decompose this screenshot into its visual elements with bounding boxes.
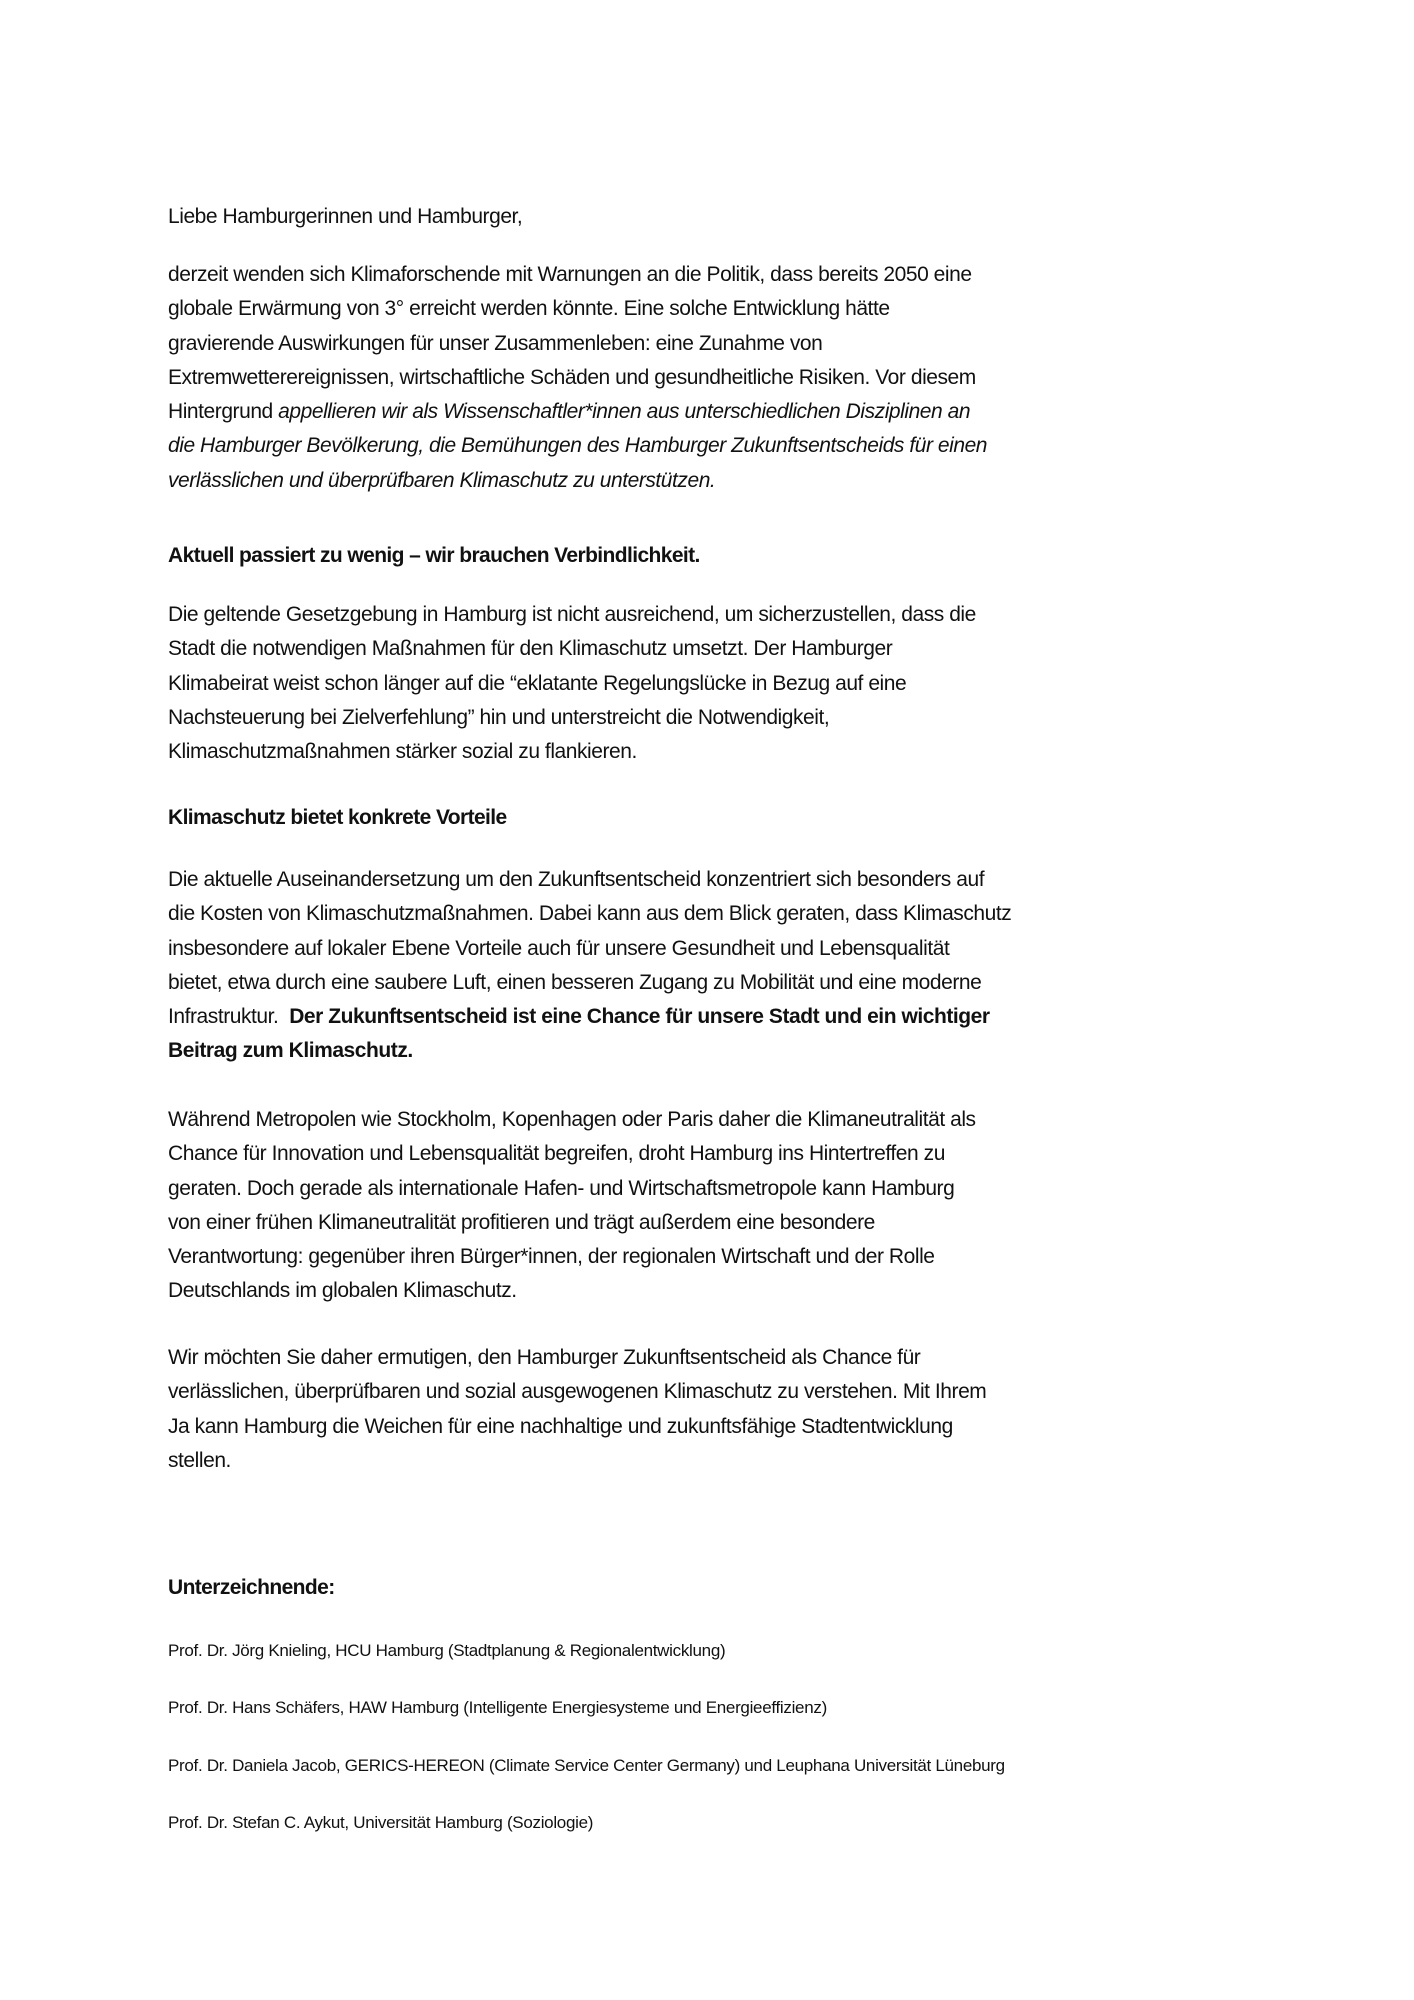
salutation-text: Liebe Hamburgerinnen und Hamburger,: [168, 205, 523, 228]
text-span: die Kosten von Klimaschutzmaßnahmen. Dabei kann aus dem Blick geraten, dass Klimaschutz: [168, 902, 1012, 926]
emphasis-span: die Hamburger Bevölkerung, die Bemühungen des Hamburger Zukunftsentscheids für einen: [168, 434, 988, 458]
emphasis-span: verlässlichen und überprüfbaren Klimaschutz zu unterstützen.: [168, 468, 716, 492]
text-span: insbesondere auf lokaler Ebene Vorteile auch für unsere Gesundheit und Lebensqualität: [168, 936, 950, 960]
text-line: Deutschlands im globalen Klimaschutz.: [168, 1279, 517, 1303]
heading-text: Unterzeichnende:: [168, 1576, 335, 1599]
text-line: [168, 932, 1288, 966]
bold-span: Der Zukunftsentscheid ist eine Chance für unsere Stadt und ein wichtiger: [289, 1005, 990, 1029]
text-line: Ja kann Hamburg die Weichen für eine nachhaltige und zukunftsfähige Stadtentwicklung: [168, 1414, 953, 1438]
salutation: [168, 200, 1288, 234]
section-1-paragraph: [168, 598, 1288, 769]
signatories-heading: [168, 1571, 1288, 1605]
text-span: bietet, etwa durch eine saubere Luft, einen besseren Zugang zu Mobilität und eine moderne: [168, 970, 982, 994]
signatory-item: Prof. Dr. Stefan C. Aykut, Universität Hamburg (Soziologie): [168, 1812, 594, 1832]
text-line: Die geltende Gesetzgebung in Hamburg ist nicht ausreichend, um sicherzustellen, dass die: [168, 603, 976, 626]
text-line: Verantwortung: gegenüber ihren Bürger*innen, der regionalen Wirtschaft und der Rolle: [168, 1245, 935, 1269]
text-line: Stadt die notwendigen Maßnahmen für den Klimaschutz umsetzt. Der Hamburger: [168, 637, 893, 661]
text-line: [168, 395, 1288, 429]
text-line: geraten. Doch gerade als internationale Hafen- und Wirtschaftsmetropole kann Hamburg: [168, 1176, 955, 1200]
text-span: Hintergrund: [168, 400, 279, 424]
text-line: [168, 966, 1288, 1000]
text-line: Nachsteuerung bei Zielverfehlung” hin und unterstreicht die Notwendigkeit,: [168, 705, 830, 729]
section-heading-1: [168, 539, 1288, 573]
text-line: [168, 258, 1288, 292]
paragraph-4: [168, 1103, 1288, 1309]
text-span: Infrastruktur.: [168, 1005, 290, 1029]
text-span: gravierende Auswirkungen für unser Zusammenleben: eine Zunahme von: [168, 331, 823, 355]
text-line: Wir möchten Sie daher ermutigen, den Hamburger Zukunftsentscheid als Chance für: [168, 1346, 921, 1369]
text-line: Chance für Innovation und Lebensqualität begreifen, droht Hamburg ins Hintertreffen zu: [168, 1142, 945, 1166]
signatory-item: Prof. Dr. Hans Schäfers, HAW Hamburg (Intelligente Energiesysteme und Energieeffizienz): [168, 1698, 827, 1718]
heading-text: Klimaschutz bietet konkrete Vorteile: [168, 806, 507, 829]
section-heading-2: [168, 801, 1288, 835]
text-line: [168, 1000, 1288, 1034]
text-line: Klimaschutzmaßnahmen stärker sozial zu flankieren.: [168, 740, 637, 764]
signatory-item: Prof. Dr. Jörg Knieling, HCU Hamburg (Stadtplanung & Regionalentwicklung): [168, 1641, 726, 1660]
text-line: von einer frühen Klimaneutralität profitieren und trägt außerdem eine besondere: [168, 1210, 875, 1234]
heading-text: Aktuell passiert zu wenig – wir brauchen Verbindlichkeit.: [168, 544, 700, 567]
text-line: [168, 361, 1288, 395]
text-span: Extremwetterereignissen, wirtschaftliche Schäden und gesundheitliche Risiken. Vor diesem: [168, 365, 976, 389]
text-line: verlässlichen, überprüfbaren und sozial ausgewogenen Klimaschutz zu verstehen. Mit Ihrem: [168, 1380, 987, 1404]
text-line: stellen.: [168, 1448, 231, 1472]
text-line: [168, 429, 1288, 463]
text-line: [168, 292, 1288, 326]
signatories-list: [168, 1622, 1288, 1851]
emphasis-span: appellieren wir als Wissenschaftler*innen aus unterschiedlichen Disziplinen an: [278, 400, 971, 424]
paragraph-5: [168, 1341, 1288, 1478]
text-line: [168, 897, 1288, 931]
text-line: Während Metropolen wie Stockholm, Kopenhagen oder Paris daher die Klimaneutralität als: [168, 1108, 976, 1131]
text-line: Klimabeirat weist schon länger auf die “eklatante Regelungslücke in Bezug auf eine: [168, 671, 907, 695]
signatory-item: Prof. Dr. Daniela Jacob, GERICS-HEREON (Climate Service Center Germany) und Leuphana Universität Lüneburg: [168, 1755, 1005, 1775]
section-2-paragraph: [168, 863, 1288, 1069]
text-span: derzeit wenden sich Klimaforschende mit Warnungen an die Politik, dass bereits 2050 eine: [168, 263, 972, 286]
text-span: globale Erwärmung von 3° erreicht werden könnte. Eine solche Entwicklung hätte: [168, 297, 890, 321]
text-line: [168, 327, 1288, 361]
bold-span: Beitrag zum Klimaschutz.: [168, 1039, 413, 1063]
text-line: [168, 1034, 1288, 1068]
text-line: [168, 863, 1288, 897]
text-line: [168, 464, 1288, 498]
intro-paragraph: [168, 258, 1288, 498]
text-span: Die aktuelle Auseinandersetzung um den Zukunftsentscheid konzentriert sich besonders auf: [168, 868, 985, 891]
